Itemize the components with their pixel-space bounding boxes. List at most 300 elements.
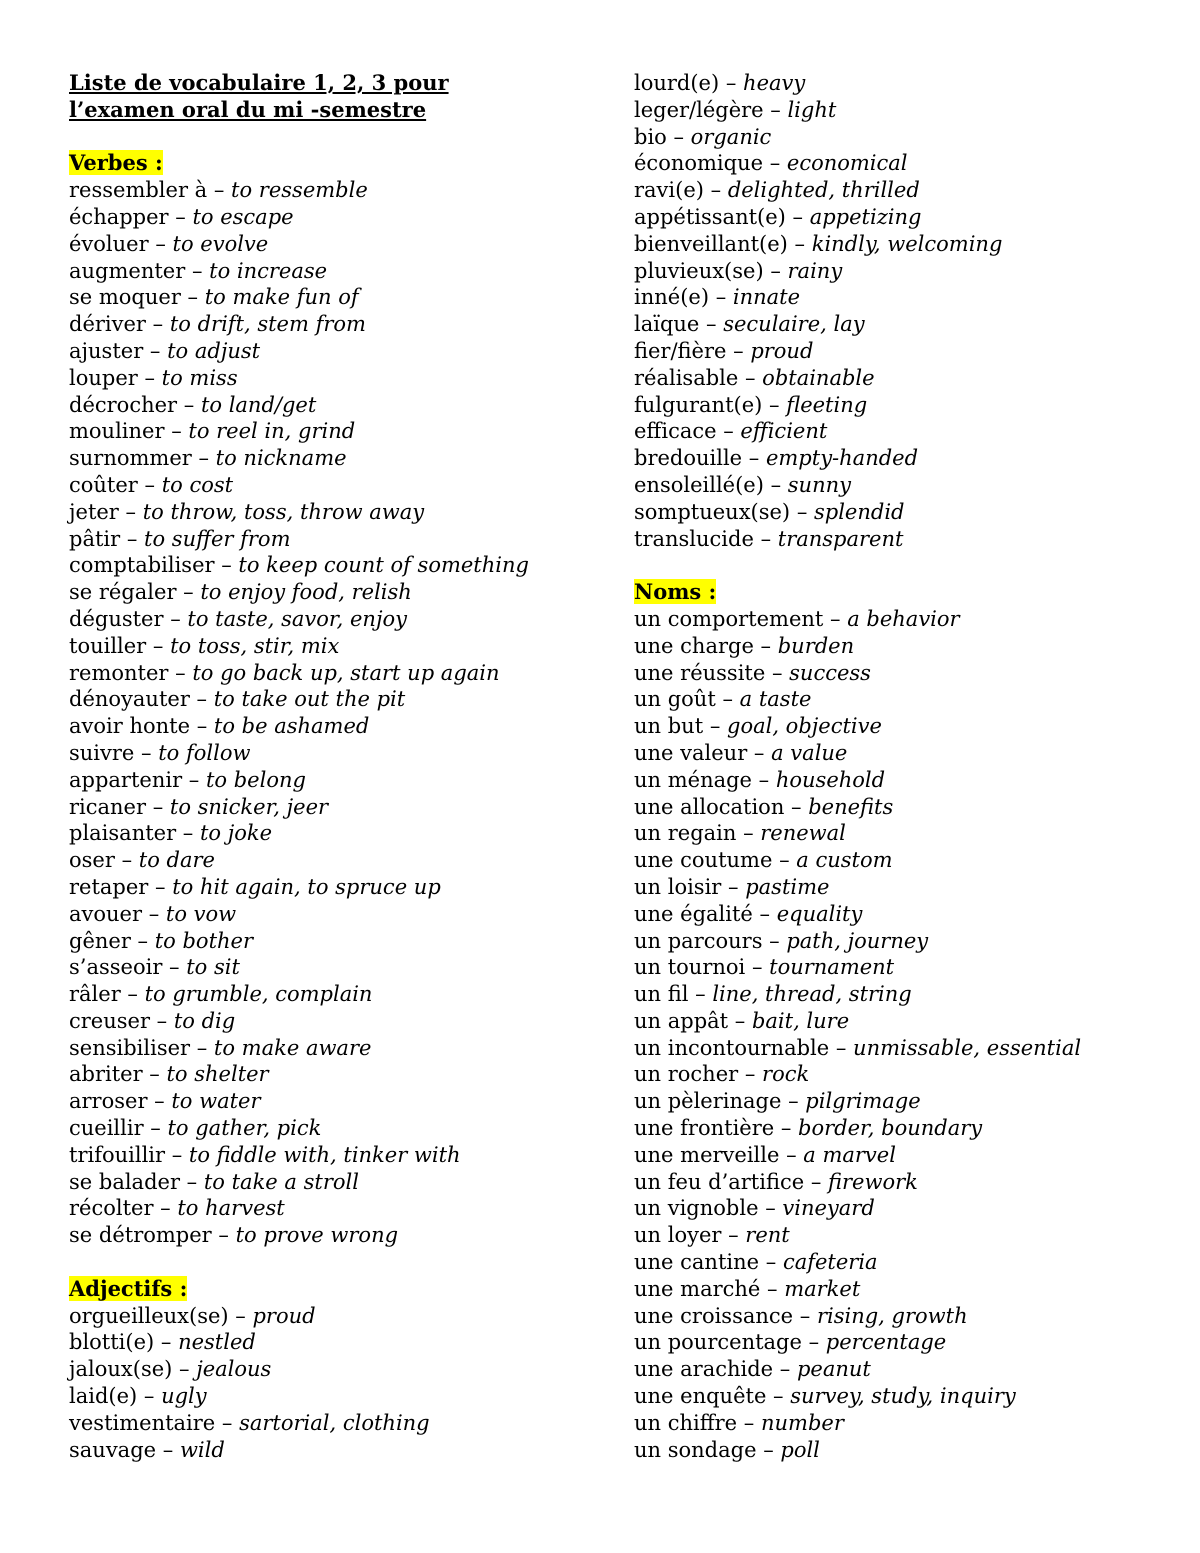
french-term: une croissance xyxy=(634,1303,794,1328)
english-translation: to cost xyxy=(161,472,234,497)
english-translation: goal, objective xyxy=(727,714,882,739)
separator-dash: – xyxy=(759,1250,783,1275)
french-term: un fil xyxy=(634,982,689,1007)
vocab-entry xyxy=(69,445,609,472)
french-term: un regain xyxy=(634,821,737,846)
vocab-entry xyxy=(69,901,609,928)
french-term: bredouille xyxy=(634,446,743,471)
english-translation: to make aware xyxy=(213,1035,372,1060)
english-translation: vineyard xyxy=(782,1196,875,1221)
vocab-entry xyxy=(69,606,609,633)
separator-dash: – xyxy=(823,606,848,631)
vocab-entry xyxy=(69,177,609,204)
separator-dash: – xyxy=(177,392,201,417)
separator-dash: – xyxy=(758,1196,783,1221)
english-translation: to prove wrong xyxy=(235,1223,399,1248)
french-term: une égalité xyxy=(634,901,753,926)
separator-dash: – xyxy=(745,955,770,980)
separator-dash: – xyxy=(760,1276,785,1301)
french-term: plaisanter xyxy=(69,821,177,846)
english-translation: a behavior xyxy=(847,606,960,631)
french-term: un pèlerinage xyxy=(634,1089,782,1114)
separator-dash: – xyxy=(762,392,787,417)
english-translation: seculaire, lay xyxy=(723,312,865,337)
french-term: fulgurant(e) xyxy=(634,392,763,417)
separator-dash: – xyxy=(726,338,751,363)
separator-dash: – xyxy=(773,1357,797,1382)
english-translation: a custom xyxy=(796,848,893,873)
separator-dash: – xyxy=(742,446,766,471)
separator-dash: – xyxy=(176,580,201,605)
separator-dash: – xyxy=(779,1142,804,1167)
separator-dash: – xyxy=(147,1089,172,1114)
separator-dash: – xyxy=(772,848,797,873)
vocab-entry xyxy=(69,1303,609,1330)
vocab-entry xyxy=(634,660,1174,687)
english-translation: to drift, stem from xyxy=(169,312,366,337)
vocab-entry xyxy=(634,847,1174,874)
separator-dash: – xyxy=(736,821,761,846)
separator-dash: – xyxy=(214,553,239,578)
french-term: dériver xyxy=(69,312,146,337)
french-term: ravi(e) xyxy=(634,178,704,203)
vocab-entry xyxy=(634,284,1174,311)
english-translation: transparent xyxy=(777,526,904,551)
english-translation: to take a stroll xyxy=(203,1169,359,1194)
vocab-entry xyxy=(69,1222,609,1249)
french-term: économique xyxy=(634,151,764,176)
separator-dash: – xyxy=(763,151,787,176)
english-translation: innate xyxy=(732,285,801,310)
english-translation: to suffer from xyxy=(144,526,291,551)
separator-dash: – xyxy=(142,1062,167,1087)
adjectifs-heading-text: Adjectifs : xyxy=(69,1275,188,1301)
vocab-entry xyxy=(634,1356,1174,1383)
english-translation: rising, growth xyxy=(816,1303,968,1328)
english-translation: number xyxy=(760,1410,844,1435)
separator-dash: – xyxy=(191,446,216,471)
english-translation: to miss xyxy=(161,365,238,390)
french-term: jaloux(se) xyxy=(69,1357,173,1382)
english-translation: unmissable, essential xyxy=(853,1035,1082,1060)
vocab-entry xyxy=(634,204,1174,231)
vocab-entry xyxy=(634,1249,1174,1276)
english-translation: line, thread, string xyxy=(712,982,912,1007)
vocab-entry xyxy=(634,1008,1174,1035)
french-term: un appât xyxy=(634,1008,729,1033)
spacer xyxy=(69,124,609,151)
separator-dash: – xyxy=(785,204,810,229)
french-term: suivre xyxy=(69,740,135,765)
vocab-entry xyxy=(634,70,1174,97)
vocab-entry xyxy=(69,472,609,499)
french-term: se balader xyxy=(69,1169,180,1194)
vocab-entry xyxy=(634,1276,1174,1303)
vocab-entry xyxy=(69,1008,609,1035)
separator-dash: – xyxy=(756,1437,781,1462)
english-translation: poll xyxy=(780,1437,820,1462)
vocab-entry xyxy=(634,338,1174,365)
french-term: une enquête xyxy=(634,1384,767,1409)
french-term: réalisable xyxy=(634,365,739,390)
french-term: ajuster xyxy=(69,338,144,363)
separator-dash: – xyxy=(766,1384,791,1409)
vocab-entry xyxy=(634,1115,1174,1142)
vocab-entry xyxy=(69,1115,609,1142)
english-translation: to escape xyxy=(192,204,294,229)
separator-dash: – xyxy=(738,1062,763,1087)
english-translation: to bother xyxy=(154,928,254,953)
vocab-entry xyxy=(634,1329,1174,1356)
vocab-entry xyxy=(634,526,1174,553)
french-term: une allocation xyxy=(634,794,785,819)
english-translation: to harvest xyxy=(177,1196,285,1221)
french-term: blotti(e) xyxy=(69,1330,155,1355)
adjectifs-heading xyxy=(69,1276,609,1303)
separator-dash: – xyxy=(142,901,166,926)
english-translation: to toss, stir, mix xyxy=(170,633,340,658)
separator-dash: – xyxy=(114,848,139,873)
separator-dash: – xyxy=(737,1410,761,1435)
vocab-entry xyxy=(69,1142,609,1169)
vocab-entry xyxy=(69,204,609,231)
vocab-entry xyxy=(69,847,609,874)
separator-dash: – xyxy=(137,472,162,497)
separator-dash: – xyxy=(148,874,173,899)
english-translation: bait, lure xyxy=(751,1008,850,1033)
vocab-entry xyxy=(69,820,609,847)
vocab-entry xyxy=(634,1088,1174,1115)
english-translation: proud xyxy=(750,338,814,363)
separator-dash: – xyxy=(146,794,170,819)
french-term: sensibiliser xyxy=(69,1035,191,1060)
french-term: une valeur xyxy=(634,740,748,765)
english-translation: rent xyxy=(745,1223,790,1248)
english-translation: obtainable xyxy=(762,365,875,390)
vocab-entry xyxy=(69,418,609,445)
french-term: abriter xyxy=(69,1062,143,1087)
french-term: décrocher xyxy=(69,392,178,417)
separator-dash: – xyxy=(154,1330,179,1355)
separator-dash: – xyxy=(207,178,232,203)
vocab-entry xyxy=(634,365,1174,392)
separator-dash: – xyxy=(752,901,777,926)
french-term: un sondage xyxy=(634,1437,757,1462)
spacer xyxy=(634,552,1174,579)
english-translation: to keep count of something xyxy=(238,553,529,578)
english-translation: to nickname xyxy=(215,446,347,471)
separator-dash: – xyxy=(156,1437,180,1462)
english-translation: firework xyxy=(828,1169,918,1194)
french-term: un chiffre xyxy=(634,1410,738,1435)
english-translation: ugly xyxy=(161,1384,207,1409)
separator-dash: – xyxy=(763,472,788,497)
vocab-entry xyxy=(634,713,1174,740)
separator-dash: – xyxy=(721,874,746,899)
english-translation: kindly, welcoming xyxy=(811,231,1003,256)
separator-dash: – xyxy=(118,499,143,524)
vocab-entry xyxy=(69,767,609,794)
french-term: leger/légère xyxy=(634,97,764,122)
separator-dash: – xyxy=(715,687,740,712)
vocab-entry xyxy=(634,794,1174,821)
english-translation: to increase xyxy=(209,258,328,283)
english-translation: pilgrimage xyxy=(805,1089,921,1114)
vocab-entry xyxy=(634,472,1174,499)
vocab-entry xyxy=(634,124,1174,151)
vocab-entry xyxy=(69,579,609,606)
english-translation: a marvel xyxy=(803,1142,896,1167)
separator-dash: – xyxy=(130,928,155,953)
separator-dash: – xyxy=(190,1035,214,1060)
vocab-entry xyxy=(634,901,1174,928)
french-term: une merveille xyxy=(634,1142,780,1167)
vocab-entry xyxy=(69,338,609,365)
english-translation: renewal xyxy=(760,821,846,846)
french-term: surnommer xyxy=(69,446,192,471)
vocab-entry xyxy=(69,740,609,767)
separator-dash: – xyxy=(774,1116,799,1141)
separator-dash: – xyxy=(134,740,159,765)
vocab-entry xyxy=(634,606,1174,633)
french-term: comptabiliser xyxy=(69,553,215,578)
french-term: un loyer xyxy=(634,1223,722,1248)
separator-dash: – xyxy=(137,1384,162,1409)
english-translation: to fiddle with, tinker with xyxy=(188,1142,461,1167)
separator-dash: – xyxy=(666,124,691,149)
french-term: un pourcentage xyxy=(634,1330,802,1355)
separator-dash: – xyxy=(721,1223,746,1248)
french-term: un goût xyxy=(634,687,716,712)
vocab-entry xyxy=(634,392,1174,419)
separator-dash: – xyxy=(172,1357,197,1382)
french-term: une charge xyxy=(634,633,754,658)
separator-dash: – xyxy=(829,1035,854,1060)
separator-dash: – xyxy=(211,1223,236,1248)
vocab-entry xyxy=(69,1035,609,1062)
separator-dash: – xyxy=(165,1142,189,1167)
english-translation: tournament xyxy=(769,955,895,980)
noms-heading-text: Noms : xyxy=(634,579,717,605)
french-term: augmenter xyxy=(69,258,186,283)
french-term: échapper xyxy=(69,204,169,229)
separator-dash: – xyxy=(180,285,205,310)
separator-dash: – xyxy=(753,526,778,551)
vocab-entry xyxy=(69,392,609,419)
page-title-line-2: l’examen oral du mi -semestre xyxy=(69,96,427,122)
vocab-entry xyxy=(634,954,1174,981)
vocab-entry xyxy=(634,874,1174,901)
separator-dash: – xyxy=(168,204,193,229)
separator-dash: – xyxy=(143,338,168,363)
english-translation: to make fun of xyxy=(204,285,359,310)
english-translation: sunny xyxy=(787,472,851,497)
separator-dash: – xyxy=(801,1330,826,1355)
separator-dash: – xyxy=(162,955,187,980)
vocab-entry xyxy=(69,713,609,740)
vocab-entry xyxy=(69,1329,609,1356)
english-translation: to throw, toss, throw away xyxy=(142,499,425,524)
english-translation: cafeteria xyxy=(782,1250,878,1275)
vocab-entry xyxy=(69,526,609,553)
vocab-entry xyxy=(634,97,1174,124)
separator-dash: – xyxy=(804,1169,829,1194)
english-translation: to sit xyxy=(186,955,240,980)
english-translation: market xyxy=(784,1276,861,1301)
french-term: une frontière xyxy=(634,1116,775,1141)
vocab-entry xyxy=(69,258,609,285)
english-translation: to land/get xyxy=(200,392,317,417)
french-term: jeter xyxy=(69,499,119,524)
french-term: râler xyxy=(69,982,121,1007)
english-translation: nestled xyxy=(178,1330,256,1355)
english-translation: a value xyxy=(771,740,848,765)
french-term: un incontournable xyxy=(634,1035,830,1060)
separator-dash: – xyxy=(703,178,728,203)
english-translation: pastime xyxy=(745,874,830,899)
vocab-entry xyxy=(634,231,1174,258)
vocab-entry xyxy=(634,1195,1174,1222)
separator-dash: – xyxy=(751,767,776,792)
english-translation: peanut xyxy=(796,1357,871,1382)
verbes-list xyxy=(69,177,609,1249)
french-term: lourd(e) xyxy=(634,71,720,95)
french-term: évoluer xyxy=(69,231,149,256)
verbes-heading-text: Verbes : xyxy=(69,150,163,176)
english-translation: to hit again, to spruce up xyxy=(172,874,441,899)
english-translation: to dig xyxy=(173,1008,236,1033)
english-translation: wild xyxy=(179,1437,225,1462)
noms-heading xyxy=(634,579,1174,606)
english-translation: a taste xyxy=(739,687,812,712)
english-translation: organic xyxy=(690,124,772,149)
vocab-entry xyxy=(634,258,1174,285)
french-term: se détromper xyxy=(69,1223,212,1248)
english-translation: benefits xyxy=(808,794,894,819)
english-translation: proud xyxy=(252,1303,316,1328)
french-term: un rocher xyxy=(634,1062,739,1087)
english-translation: efficient xyxy=(740,419,828,444)
vocab-entry xyxy=(69,686,609,713)
separator-dash: – xyxy=(168,660,193,685)
separator-dash: – xyxy=(699,312,724,337)
separator-dash: – xyxy=(153,1196,178,1221)
spacer xyxy=(69,1249,609,1276)
french-term: appétissant(e) xyxy=(634,204,786,229)
separator-dash: – xyxy=(215,1410,240,1435)
english-translation: border, boundary xyxy=(798,1116,983,1141)
vocab-entry xyxy=(69,365,609,392)
vocab-entry xyxy=(69,1356,609,1383)
french-term: un loisir xyxy=(634,874,722,899)
separator-dash: – xyxy=(763,97,788,122)
separator-dash: – xyxy=(709,285,733,310)
vocab-entry xyxy=(634,1169,1174,1196)
french-term: fier/fière xyxy=(634,338,727,363)
french-term: se régaler xyxy=(69,580,177,605)
vocab-entry xyxy=(634,928,1174,955)
english-translation: to water xyxy=(171,1089,261,1114)
vocab-entry xyxy=(634,633,1174,660)
english-translation: appetizing xyxy=(809,204,922,229)
separator-dash: – xyxy=(753,633,778,658)
french-term: un comportement xyxy=(634,606,824,631)
english-translation: to follow xyxy=(158,740,251,765)
french-term: gêner xyxy=(69,928,131,953)
separator-dash: – xyxy=(137,365,162,390)
french-term: efficace xyxy=(634,419,717,444)
separator-dash: – xyxy=(120,982,145,1007)
vocab-entry xyxy=(634,311,1174,338)
english-translation: heavy xyxy=(743,71,806,95)
vocab-entry xyxy=(69,954,609,981)
separator-dash: – xyxy=(163,606,188,631)
vocab-entry xyxy=(69,552,609,579)
english-translation: rainy xyxy=(787,258,843,283)
vocab-entry xyxy=(69,499,609,526)
separator-dash: – xyxy=(182,767,206,792)
vocab-entry xyxy=(69,311,609,338)
vocab-entry xyxy=(634,1061,1174,1088)
english-translation: splendid xyxy=(814,499,905,524)
french-term: sauvage xyxy=(69,1437,157,1462)
english-translation: to evolve xyxy=(172,231,269,256)
english-translation: to vow xyxy=(165,901,237,926)
adjectifs-list-left xyxy=(69,1303,609,1464)
english-translation: jealous xyxy=(196,1357,272,1382)
vocab-entry xyxy=(69,1169,609,1196)
adjectifs-list-right xyxy=(634,70,1174,552)
french-term: déguster xyxy=(69,606,164,631)
separator-dash: – xyxy=(146,633,171,658)
french-term: un tournoi xyxy=(634,955,746,980)
french-term: un but xyxy=(634,714,704,739)
french-term: trifouillir xyxy=(69,1142,166,1167)
english-translation: to dare xyxy=(138,848,215,873)
english-translation: to be ashamed xyxy=(213,714,370,739)
separator-dash: – xyxy=(719,71,744,95)
french-term: cueillir xyxy=(69,1116,144,1141)
french-term: appartenir xyxy=(69,767,183,792)
vocab-entry xyxy=(69,874,609,901)
vocab-entry xyxy=(634,1410,1174,1437)
separator-dash: – xyxy=(747,740,772,765)
french-term: pluvieux(se) xyxy=(634,258,764,283)
vocab-entry xyxy=(69,284,609,311)
separator-dash: – xyxy=(145,312,170,337)
french-term: louper xyxy=(69,365,138,390)
french-term: inné(e) xyxy=(634,285,710,310)
vocab-entry xyxy=(634,686,1174,713)
french-term: une cantine xyxy=(634,1250,760,1275)
english-translation: to enjoy food, relish xyxy=(200,580,412,605)
separator-dash: – xyxy=(781,1089,806,1114)
vocab-entry xyxy=(69,1437,609,1464)
vocab-entry xyxy=(69,1195,609,1222)
english-translation: to gather, pick xyxy=(167,1116,322,1141)
french-term: une coutume xyxy=(634,848,773,873)
french-term: pâtir xyxy=(69,526,121,551)
vocab-entry xyxy=(634,445,1174,472)
english-translation: to ressemble xyxy=(231,178,368,203)
english-translation: burden xyxy=(777,633,855,658)
separator-dash: – xyxy=(738,365,763,390)
english-translation: to adjust xyxy=(167,338,261,363)
french-term: orgueilleux(se) xyxy=(69,1303,229,1328)
separator-dash: – xyxy=(765,660,790,685)
separator-dash: – xyxy=(148,231,173,256)
french-term: laïque xyxy=(634,312,700,337)
